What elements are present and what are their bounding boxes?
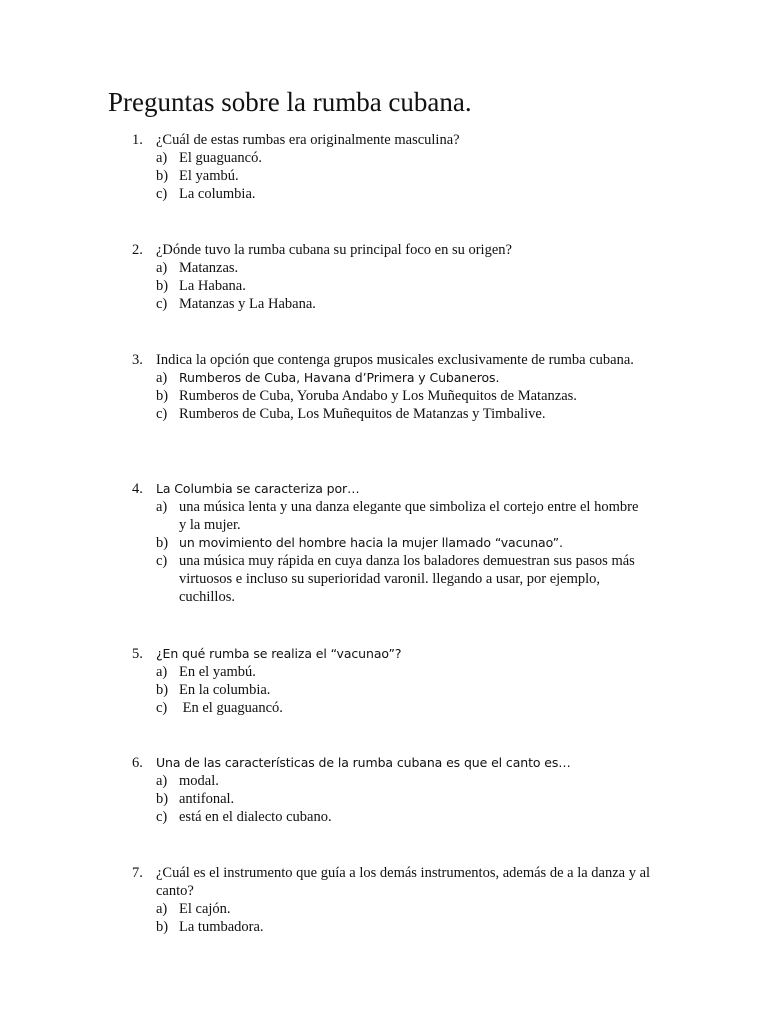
- option-letter: c): [156, 406, 168, 422]
- option-letter: a): [156, 499, 168, 515]
- question-text: ¿Dónde tuvo la rumba cubana su principal foco en su origen?: [156, 242, 512, 258]
- option-text: En el guaguancó.: [179, 700, 283, 716]
- option-text: modal.: [179, 773, 219, 789]
- option-a: [0, 772, 768, 790]
- option-text: La tumbadora.: [179, 919, 264, 935]
- option-text: está en el dialecto cubano.: [179, 809, 332, 825]
- option-text: Matanzas y La Habana.: [179, 296, 316, 312]
- option-letter: b): [156, 278, 169, 294]
- option-text: El guaguancó.: [179, 150, 262, 166]
- option-letter: c): [156, 186, 168, 202]
- option-text: En la columbia.: [179, 682, 271, 698]
- page-title: Preguntas sobre la rumba cubana.: [108, 87, 472, 117]
- question-2: [0, 241, 768, 313]
- option-letter: a): [156, 664, 168, 680]
- option-letter: c): [156, 809, 168, 825]
- question-number: 6.: [132, 755, 143, 771]
- option-text: El cajón.: [179, 901, 231, 917]
- question-5: [0, 645, 768, 717]
- option-letter: b): [156, 535, 169, 551]
- option-letter: c): [156, 553, 168, 569]
- option-text: Rumberos de Cuba, Los Muñequitos de Matanzas y Timbalive.: [179, 406, 546, 422]
- option-text: Rumberos de Cuba, Yoruba Andabo y Los Muñequitos de Matanzas.: [179, 388, 577, 404]
- question-7: [0, 864, 768, 936]
- option-letter: a): [156, 370, 168, 386]
- option-b: [0, 387, 768, 405]
- option-a: [0, 149, 768, 167]
- question-number: 5.: [132, 646, 143, 662]
- option-letter: a): [156, 773, 168, 789]
- option-c: [0, 185, 768, 203]
- option-letter: b): [156, 919, 169, 935]
- question-3: [0, 351, 768, 423]
- question-text: La Columbia se caracteriza por…: [156, 481, 360, 496]
- option-letter: b): [156, 388, 169, 404]
- option-letter: a): [156, 150, 168, 166]
- option-b: [0, 918, 768, 936]
- option-a: [0, 498, 768, 534]
- question-1: [0, 131, 768, 203]
- question-number: 7.: [132, 865, 143, 881]
- option-c: [0, 699, 768, 717]
- option-a: [0, 663, 768, 681]
- option-b: [0, 534, 768, 552]
- question-text: ¿Cuál de estas rumbas era originalmente masculina?: [156, 132, 460, 148]
- option-text: un movimiento del hombre hacia la mujer llamado “vacunao”.: [179, 535, 563, 550]
- option-b: [0, 277, 768, 295]
- option-text: Matanzas.: [179, 260, 239, 276]
- question-number: 4.: [132, 481, 143, 497]
- option-letter: c): [156, 296, 168, 312]
- option-text: La columbia.: [179, 186, 256, 202]
- option-text: El yambú.: [179, 168, 239, 184]
- question-number: 1.: [132, 132, 143, 148]
- question-text: Una de las características de la rumba cubana es que el canto es…: [156, 755, 571, 770]
- option-letter: b): [156, 791, 169, 807]
- option-c: [0, 808, 768, 826]
- option-text: En el yambú.: [179, 664, 256, 680]
- option-b: [0, 790, 768, 808]
- question-text: ¿Cuál es el instrumento que guía a los demás instrumentos, además de a la danza y al canto?: [156, 865, 651, 899]
- option-letter: c): [156, 700, 168, 716]
- option-text: una música muy rápida en cuya danza los baladores demuestran sus pasos más virtuosos e incluso su superioridad varonil. llegando a usar, por ejemplo, cuchillos.: [179, 553, 635, 605]
- option-c: [0, 295, 768, 313]
- question-4: [0, 480, 768, 606]
- question-number: 2.: [132, 242, 143, 258]
- option-a: [0, 369, 768, 387]
- option-b: [0, 167, 768, 185]
- option-b: [0, 681, 768, 699]
- option-a: [0, 900, 768, 918]
- option-a: [0, 259, 768, 277]
- question-text: Indica la opción que contenga grupos musicales exclusivamente de rumba cubana.: [156, 352, 634, 368]
- question-text: ¿En qué rumba se realiza el “vacunao”?: [156, 646, 402, 661]
- option-letter: a): [156, 260, 168, 276]
- option-text: antifonal.: [179, 791, 235, 807]
- option-text: una música lenta y una danza elegante que simboliza el cortejo entre el hombre y la mujer.: [179, 499, 639, 533]
- option-letter: a): [156, 901, 168, 917]
- option-text: La Habana.: [179, 278, 246, 294]
- question-6: [0, 754, 768, 826]
- option-letter: b): [156, 168, 169, 184]
- question-number: 3.: [132, 352, 143, 368]
- option-text: Rumberos de Cuba, Havana d’Primera y Cubaneros.: [179, 370, 500, 385]
- option-c: [0, 552, 768, 606]
- option-letter: b): [156, 682, 169, 698]
- option-c: [0, 405, 768, 423]
